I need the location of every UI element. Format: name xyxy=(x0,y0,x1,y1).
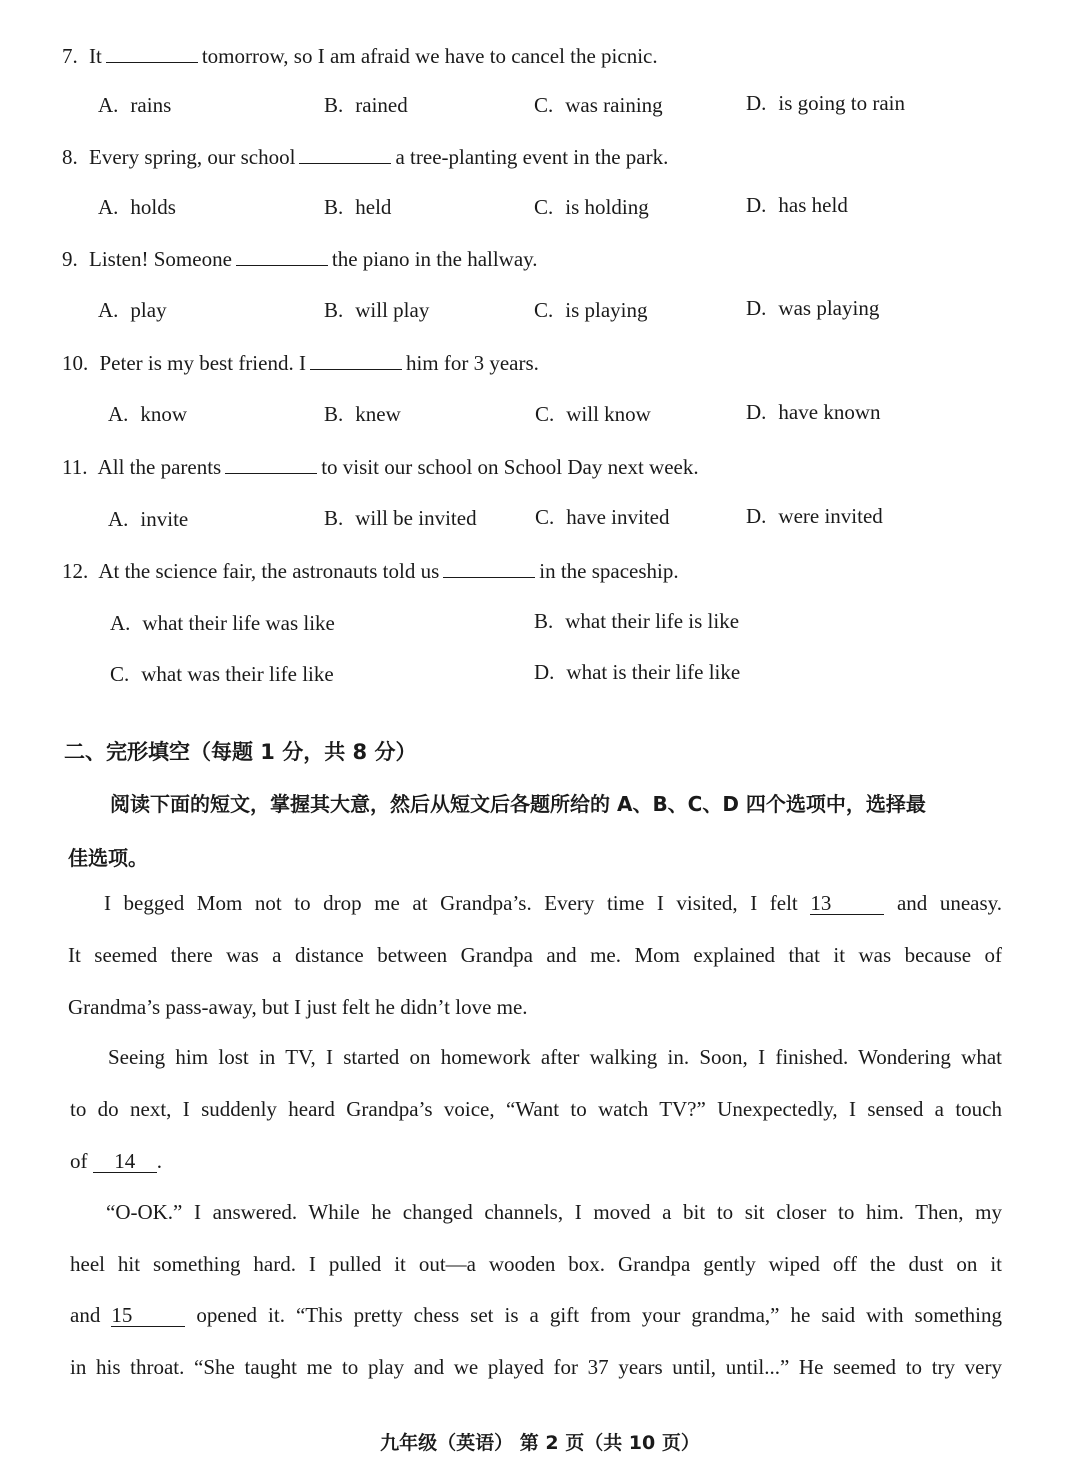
option-a xyxy=(98,93,171,118)
option-text: what their life is like xyxy=(565,609,740,633)
option-b xyxy=(324,506,477,531)
option-a xyxy=(98,298,167,323)
question-text: Every spring, our school xyxy=(89,145,296,169)
page-footer: 九年级（英语） 第 2 页（共 10 页） xyxy=(380,1432,700,1454)
option-text: what is their life like xyxy=(566,660,741,684)
option-letter: D. xyxy=(746,400,767,424)
option-letter: D. xyxy=(746,193,767,217)
question-text: All the parents xyxy=(97,455,222,479)
option-text: what their life was like xyxy=(142,611,335,635)
option-text: was playing xyxy=(778,296,880,320)
section-title: 二、完形填空（每题 1 分，共 8 分） xyxy=(64,740,417,764)
option-letter: C. xyxy=(535,402,555,426)
option-c xyxy=(535,505,669,530)
option-c xyxy=(110,662,334,687)
option-a xyxy=(108,402,187,427)
answer-blank xyxy=(236,247,328,266)
option-text: was raining xyxy=(565,93,663,117)
passage-line: to do next, I suddenly heard Grandpa’s voice, “Want to watch TV?” Unexpectedly, I sensed a touch xyxy=(70,1097,1002,1121)
passage-line: “O-OK.” I answered. While he changed channels, I moved a bit to sit closer to him. Then, my xyxy=(106,1200,1002,1224)
option-text: invite xyxy=(140,507,189,531)
question-number: 10. xyxy=(62,351,89,375)
option-letter: B. xyxy=(324,298,344,322)
passage-text: of xyxy=(70,1149,88,1173)
question-7 xyxy=(62,44,658,69)
option-letter: B. xyxy=(324,93,344,117)
option-letter: A. xyxy=(108,507,129,531)
option-letter: B. xyxy=(324,402,344,426)
option-b xyxy=(534,609,739,634)
question-number: 12. xyxy=(62,559,89,583)
option-letter: B. xyxy=(534,609,554,633)
option-text: is holding xyxy=(565,195,649,219)
answer-blank xyxy=(225,455,317,474)
passage-text: . xyxy=(156,1149,162,1173)
answer-blank xyxy=(106,44,198,63)
question-12 xyxy=(62,559,679,584)
option-text: have known xyxy=(778,400,881,424)
answer-blank xyxy=(443,559,535,578)
option-d xyxy=(746,400,880,425)
answer-blank xyxy=(310,351,402,370)
option-c xyxy=(534,298,648,323)
option-text: what was their life like xyxy=(141,662,334,686)
question-number: 7. xyxy=(62,44,78,68)
option-text: is going to rain xyxy=(778,91,905,115)
question-number: 9. xyxy=(62,247,78,271)
question-text: Listen! Someone xyxy=(89,247,232,271)
option-letter: A. xyxy=(110,611,131,635)
question-text: tomorrow, so I am afraid we have to cancel the picnic. xyxy=(201,44,658,68)
passage-text: opened it. “This pretty chess set is a gift from your grandma,” he said with something xyxy=(196,1303,1003,1327)
passage-text: and xyxy=(70,1303,101,1327)
passage-line xyxy=(70,1149,1004,1174)
option-text: were invited xyxy=(778,504,883,528)
option-letter: C. xyxy=(535,505,555,529)
option-letter: C. xyxy=(534,195,554,219)
option-c xyxy=(534,93,663,118)
option-d xyxy=(746,193,848,218)
option-text: have invited xyxy=(566,505,670,529)
question-9 xyxy=(62,247,538,272)
blank-14: 14 xyxy=(93,1150,157,1173)
option-text: is playing xyxy=(565,298,648,322)
option-c xyxy=(535,402,651,427)
question-number: 8. xyxy=(62,145,78,169)
blank-13: 13 xyxy=(810,892,884,915)
option-letter: C. xyxy=(110,662,130,686)
passage-text: I begged Mom not to drop me at Grandpa’s. Every time I visited, I felt xyxy=(104,891,798,915)
option-text: knew xyxy=(355,402,401,426)
section-instruction: 佳选项。 xyxy=(68,846,148,870)
passage-line: in his throat. “She taught me to play and we played for 37 years until, until...” He seemed to try very xyxy=(70,1355,1002,1379)
option-c xyxy=(534,195,649,220)
passage-line: It seemed there was a distance between Grandpa and me. Mom explained that it was because of xyxy=(68,943,1002,967)
option-text: will be invited xyxy=(355,506,477,530)
option-b xyxy=(324,298,429,323)
question-11 xyxy=(62,455,699,480)
option-letter: D. xyxy=(534,660,555,684)
question-number: 11. xyxy=(62,455,88,479)
option-a xyxy=(98,195,176,220)
option-text: know xyxy=(140,402,188,426)
option-letter: C. xyxy=(534,298,554,322)
option-text: will play xyxy=(355,298,430,322)
question-text: the piano in the hallway. xyxy=(331,247,538,271)
option-letter: B. xyxy=(324,506,344,530)
blank-15: 15 xyxy=(111,1304,185,1327)
option-text: rained xyxy=(355,93,408,117)
question-text: At the science fair, the astronauts told us xyxy=(98,559,440,583)
option-letter: A. xyxy=(98,298,119,322)
option-d xyxy=(746,91,905,116)
option-letter: C. xyxy=(534,93,554,117)
passage-text: and uneasy. xyxy=(896,891,1003,915)
option-text: held xyxy=(355,195,392,219)
option-text: play xyxy=(130,298,167,322)
option-letter: A. xyxy=(108,402,129,426)
option-letter: A. xyxy=(98,195,119,219)
question-text: Peter is my best friend. I xyxy=(99,351,306,375)
option-a xyxy=(110,611,335,636)
option-text: rains xyxy=(130,93,172,117)
passage-line: heel hit something hard. I pulled it out—a wooden box. Grandpa gently wiped off the dust on it xyxy=(70,1252,1002,1276)
passage-line: Grandma’s pass-away, but I just felt he didn’t love me. xyxy=(68,995,528,1019)
passage-line xyxy=(70,1303,1002,1328)
answer-blank xyxy=(299,145,391,164)
passage-line: Seeing him lost in TV, I started on homework after walking in. Soon, I finished. Wondering what xyxy=(108,1045,1002,1069)
question-text: in the spaceship. xyxy=(539,559,679,583)
option-b xyxy=(324,93,408,118)
option-a xyxy=(108,507,188,532)
question-text: him for 3 years. xyxy=(405,351,539,375)
question-text: a tree-planting event in the park. xyxy=(395,145,669,169)
question-text: to visit our school on School Day next week. xyxy=(321,455,699,479)
question-10 xyxy=(62,351,539,376)
option-letter: D. xyxy=(746,91,767,115)
option-letter: D. xyxy=(746,504,767,528)
option-text: has held xyxy=(778,193,848,217)
option-b xyxy=(324,195,391,220)
option-text: holds xyxy=(130,195,176,219)
option-d xyxy=(534,660,740,685)
option-letter: A. xyxy=(98,93,119,117)
option-letter: B. xyxy=(324,195,344,219)
option-d xyxy=(746,504,883,529)
question-text: It xyxy=(89,44,102,68)
option-b xyxy=(324,402,401,427)
option-text: will know xyxy=(566,402,651,426)
option-letter: D. xyxy=(746,296,767,320)
passage-line xyxy=(104,891,1002,916)
section-instruction: 阅读下面的短文，掌握其大意，然后从短文后各题所给的 A、B、C、D 四个选项中，选择最 xyxy=(110,792,926,816)
question-8 xyxy=(62,145,668,170)
option-d xyxy=(746,296,879,321)
